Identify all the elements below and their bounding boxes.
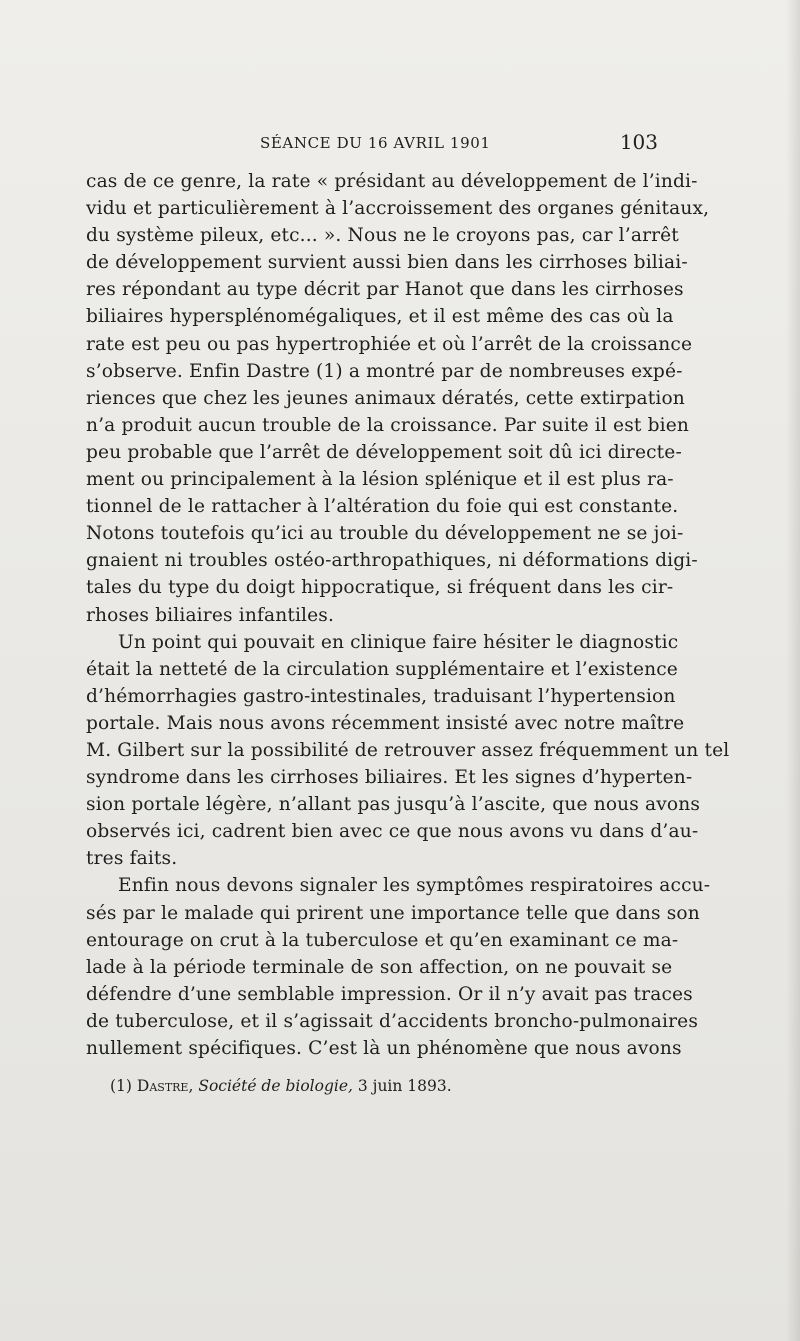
- footnote-date: 3 juin 1893.: [357, 1077, 452, 1095]
- text-line: défendre d’une semblable impression. Or il n’y avait pas traces: [86, 983, 693, 1005]
- text-line: Notons toutefois qu’ici au trouble du développement ne se joi-: [86, 523, 684, 545]
- text-line: rate est peu ou pas hypertrophiée et où l’arrêt de la croissance: [86, 333, 693, 355]
- text-line: entourage on crut à la tuberculose et qu’en examinant ce ma-: [86, 929, 679, 951]
- text-line: res répondant au type décrit par Hanot que dans les cirrhoses: [86, 279, 684, 301]
- text-line: portale. Mais nous avons récemment insisté avec notre maître: [86, 712, 685, 734]
- text-line: riences que chez les jeunes animaux dératés, cette extirpation: [86, 387, 685, 409]
- text-line: était la netteté de la circulation supplémentaire et l’existence: [86, 658, 678, 680]
- text-line: lade à la période terminale de son affection, on ne pouvait se: [86, 956, 673, 978]
- footnote-journal: Société de biologie,: [198, 1077, 353, 1095]
- text-line: de développement survient aussi bien dans les cirrhoses biliai-: [86, 252, 688, 274]
- text-line: nullement spécifiques. C’est là un phénomène que nous avons: [86, 1038, 682, 1059]
- body-text: [86, 168, 730, 1062]
- text-line: d’hémorrhagies gastro-intestinales, traduisant l’hypertension: [86, 685, 676, 707]
- text-line: s’observe. Enfin Dastre (1) a montré par de nombreuses expé-: [86, 360, 683, 382]
- text-line: cas de ce genre, la rate « présidant au développement de l’indi-: [86, 171, 698, 192]
- page-number: 103: [619, 130, 658, 154]
- text-line: M. Gilbert sur la possibilité de retrouver assez fréquemment un tel: [86, 739, 730, 761]
- text-line: n’a produit aucun trouble de la croissance. Par suite il est bien: [86, 414, 690, 436]
- text-line: tionnel de le rattacher à l’altération du foie qui est constante.: [86, 496, 679, 518]
- running-title: SÉANCE DU 16 AVRIL 1901: [260, 134, 491, 152]
- text-line-paragraph-start: Un point qui pouvait en clinique faire hésiter le diagnostic: [118, 631, 679, 653]
- footnote-author: Dastre,: [136, 1077, 194, 1095]
- text-line: de tuberculose, et il s’agissait d’accidents broncho-pulmonaires: [86, 1010, 699, 1032]
- text-line-paragraph-start: Enfin nous devons signaler les symptômes respiratoires accu-: [118, 875, 711, 897]
- text-line: syndrome dans les cirrhoses biliaires. Et les signes d’hyperten-: [86, 767, 693, 789]
- text-line: du système pileux, etc... ». Nous ne le croyons pas, car l’arrêt: [86, 225, 679, 247]
- text-line: vidu et particulièrement à l’accroissement des organes génitaux,: [86, 198, 710, 220]
- page-header: [86, 130, 658, 156]
- text-line: peu probable que l’arrêt de développement soit dû ici directe-: [86, 441, 682, 463]
- page-edge-shadow: [786, 0, 800, 1341]
- text-line: ment ou principalement à la lésion splénique et il est plus ra-: [86, 469, 674, 491]
- text-line: observés ici, cadrent bien avec ce que nous avons vu dans d’au-: [86, 821, 699, 843]
- footnote: [110, 1077, 650, 1095]
- footnote-marker: (1): [110, 1077, 132, 1095]
- text-line: sion portale légère, n’allant pas jusqu’à l’ascite, que nous avons: [86, 794, 701, 816]
- text-line-paragraph-end: rhoses biliaires infantiles.: [86, 604, 335, 626]
- text-line: gnaient ni troubles ostéo-arthropathiques, ni déformations digi-: [86, 550, 698, 572]
- text-line: tales du type du doigt hippocratique, si fréquent dans les cir-: [86, 577, 674, 599]
- text-line-paragraph-end: tres faits.: [86, 848, 178, 870]
- text-line: biliaires hypersplénomégaliques, et il est même des cas où la: [86, 306, 674, 328]
- text-line: sés par le malade qui prirent une importance telle que dans son: [86, 902, 700, 924]
